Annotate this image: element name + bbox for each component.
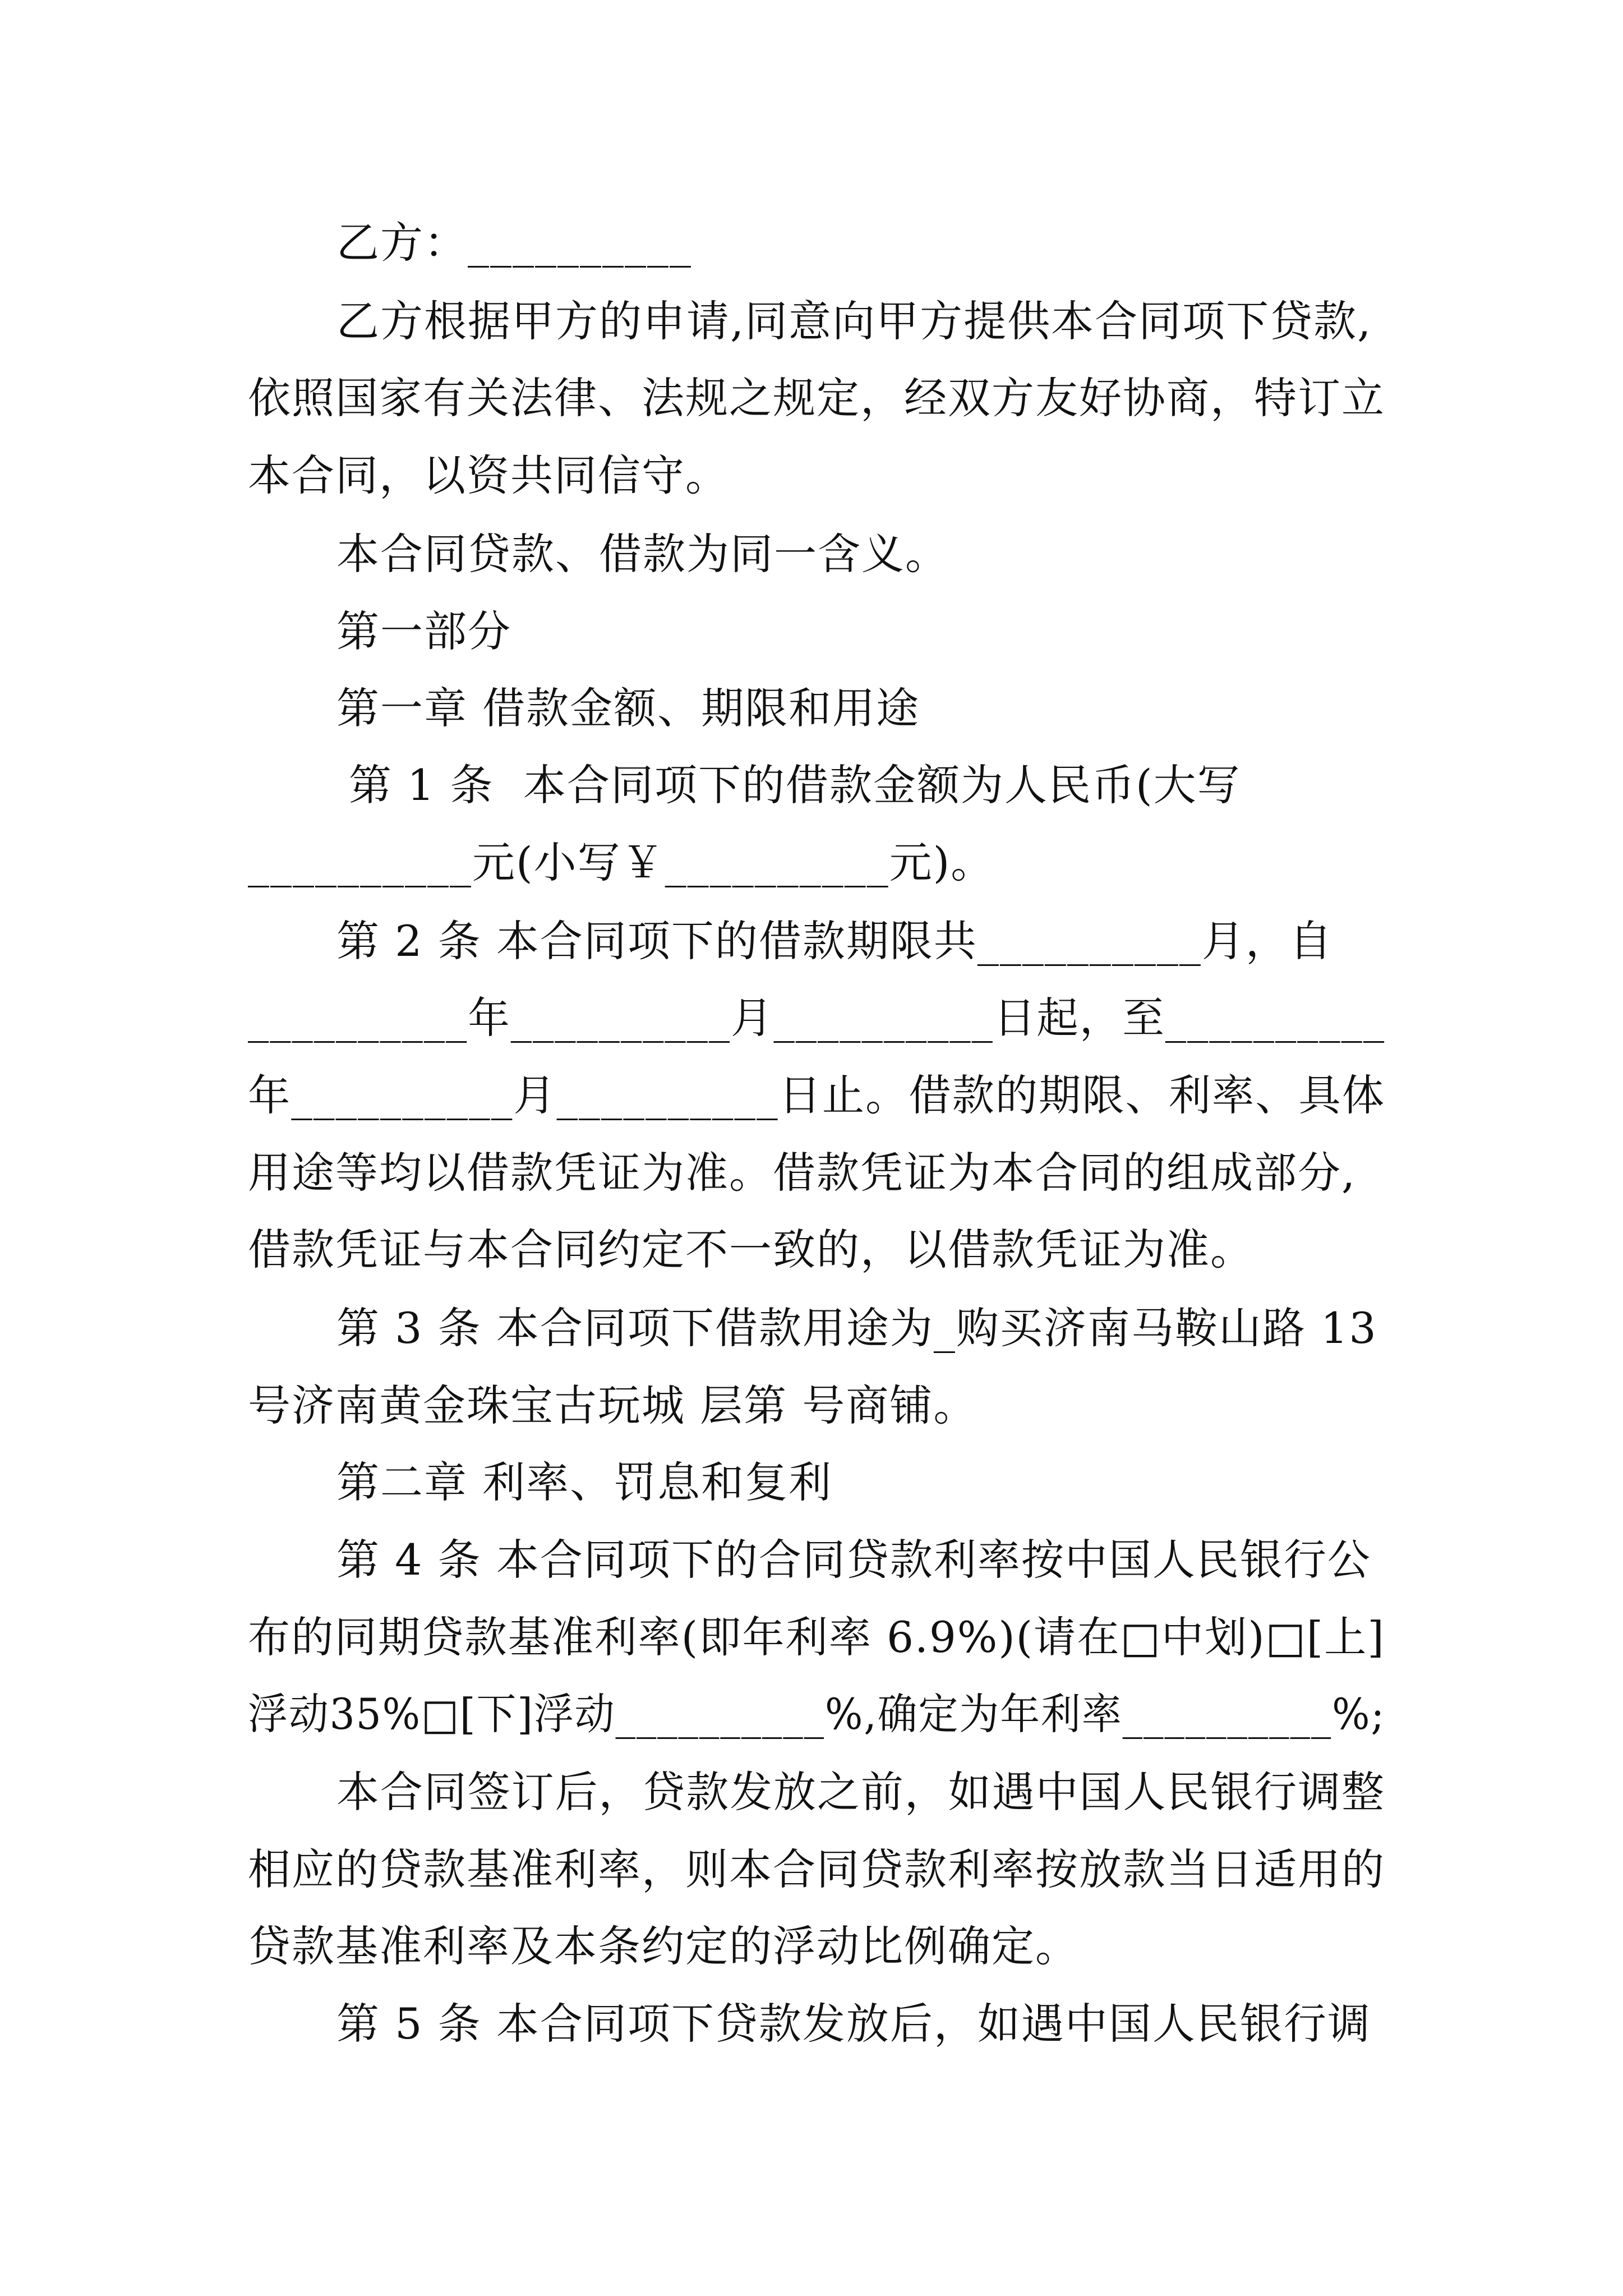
text-line: 本合同，以资共同信守。 — [248, 450, 729, 500]
text-line: 借款凭证与本合同约定不一致的，以借款凭证为准。 — [248, 1225, 1254, 1274]
text-line: 乙方根据甲方的申请,同意向甲方提供本合同项下贷款, — [336, 296, 1372, 346]
text-line: 第 1 条 本合同项下的借款金额为人民币(大写 — [349, 760, 1241, 810]
text-line: 相应的贷款基准利率，则本合同贷款利率按放款当日适用的 — [248, 1844, 1385, 1894]
text-line: 布的同期贷款基准利率(即年利率 6.9%)(请在□中划)□[上] — [248, 1612, 1385, 1662]
text-line: 年__________月__________日止。借款的期限、利率、具体 — [248, 1070, 1385, 1120]
text-line: 贷款基准利率及本条约定的浮动比例确定。 — [248, 1921, 1079, 1971]
text-line: __________年__________月__________日起，至__________ — [248, 993, 1386, 1043]
text-line: 本合同签订后，贷款发放之前，如遇中国人民银行调整 — [336, 1767, 1385, 1817]
text-line: 第 3 条 本合同项下借款用途为_购买济南马鞍山路 13 — [336, 1303, 1377, 1353]
chapter-heading: 第二章 利率、罚息和复利 — [336, 1457, 833, 1507]
text-line: 依照国家有关法律、法规之规定，经双方友好协商，特订立 — [248, 373, 1385, 423]
text-line: 号济南黄金珠宝古玩城 层第 号商铺。 — [248, 1381, 978, 1430]
text-line: 第 5 条 本合同项下贷款发放后，如遇中国人民银行调 — [336, 1999, 1371, 2049]
text-line: __________元(小写￥__________元)。 — [248, 838, 995, 887]
text-line: 浮动35%□[下]浮动__________%,确定为年利率__________%; — [248, 1689, 1386, 1739]
section-heading: 第一部分 — [336, 606, 511, 656]
text-line: 用途等均以借款凭证为准。借款凭证为本合同的组成部分, — [248, 1148, 1357, 1198]
text-line: 第 4 条 本合同项下的合同贷款利率按中国人民银行公 — [336, 1535, 1371, 1585]
text-line: 本合同贷款、借款为同一含义。 — [336, 529, 949, 579]
chapter-heading: 第一章 借款金额、期限和用途 — [336, 683, 920, 733]
text-line: 乙方：__________ — [336, 218, 692, 268]
text-line: 第 2 条 本合同项下的借款期限共__________月，自 — [336, 916, 1333, 966]
